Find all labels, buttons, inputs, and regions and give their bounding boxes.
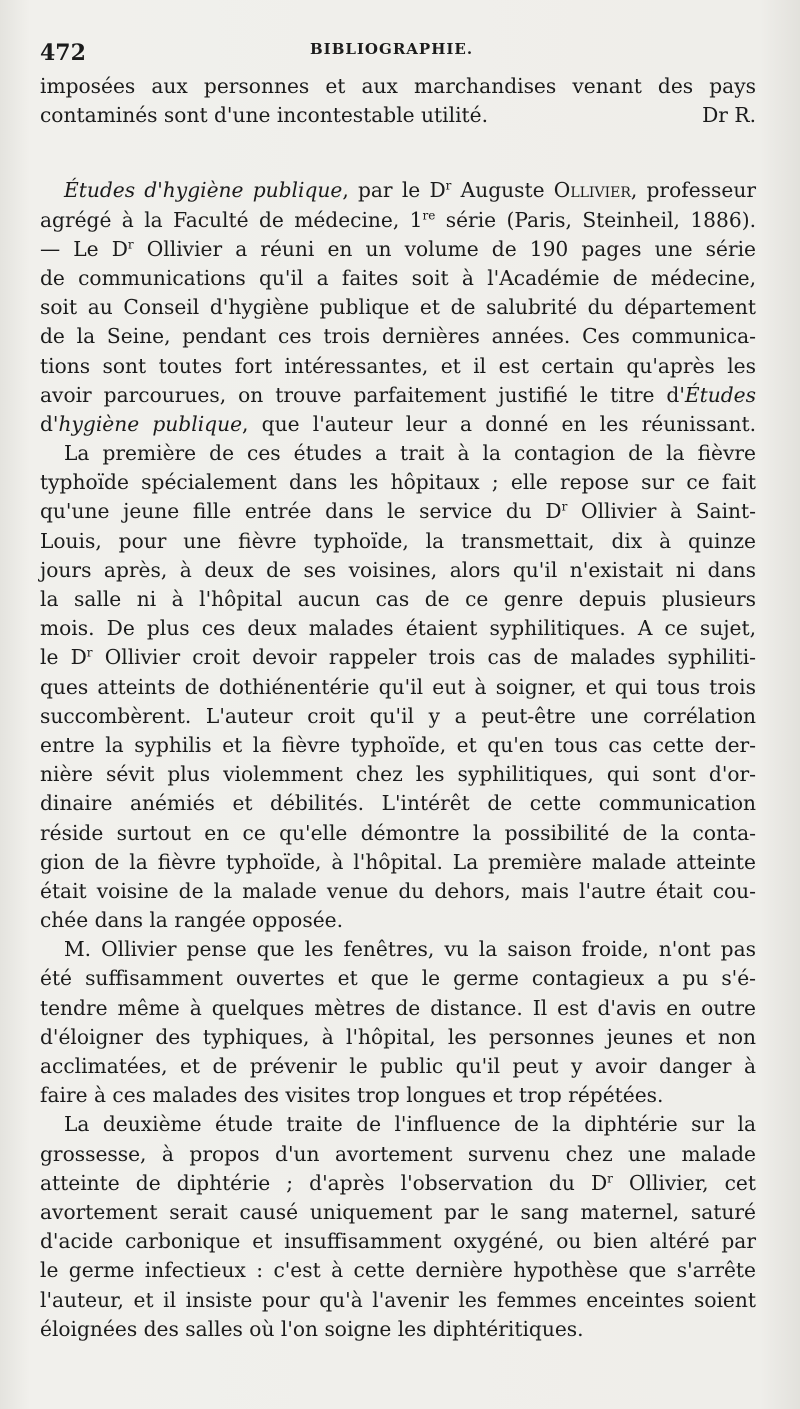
text-line: d'hygiène publique, que l'auteur leur a donné en les réunissant. <box>40 411 756 436</box>
text-line: le germe infectieux : c'est à cette dernière hypothèse que s'arrête <box>40 1258 756 1283</box>
book-title: Études d'hygiène publique <box>64 178 343 203</box>
text-line-signed <box>40 101 756 130</box>
text-line: l'auteur, et il insiste pour qu'à l'avenir les femmes enceintes soient <box>40 1287 756 1312</box>
text-line: gion de la fièvre typhoïde, à l'hôpital. La première malade atteinte <box>40 849 756 874</box>
text-line: dinaire anémiés et débilités. L'intérêt de cette communication <box>40 791 756 816</box>
text-line: chée dans la rangée opposée. <box>40 908 344 933</box>
text-line: atteinte de diphtérie ; d'après l'observation du $D^r$ Ollivier, cet <box>40 1170 756 1195</box>
text-line: avortement serait causé uniquement par le sang maternel, saturé <box>40 1199 756 1224</box>
text-line: mois. De plus ces deux malades étaient syphilitiques. A ce sujet, <box>40 616 756 641</box>
text-line: typhoïde spécialement dans les hôpitaux ; elle repose sur ce fait <box>40 470 756 495</box>
text-line: tions sont toutes fort intéressantes, et il est certain qu'après les <box>40 353 756 378</box>
text-line: réside surtout en ce qu'elle démontre la possibilité de la conta- <box>40 820 756 845</box>
text-line: entre la syphilis et la fièvre typhoïde, et qu'en tous cas cette der- <box>40 732 756 757</box>
text-line: contaminés sont d'une incontestable utilité. <box>40 103 489 128</box>
text-line: acclimatées, et de prévenir le public qu'il peut y avoir danger à <box>40 1054 756 1078</box>
text-line: jours après, à deux de ses voisines, alors qu'il n'existait ni dans <box>40 557 756 582</box>
text-line: M. Ollivier pense que les fenêtres, vu la saison froide, n'ont pas <box>64 937 756 962</box>
text-line: la salle ni à l'hôpital aucun cas de ce genre depuis plusieurs <box>40 587 756 611</box>
text-line: — Le $D^r$ Ollivier a réuni en un volume de 190 pages une série <box>40 236 757 261</box>
text-line: d'éloigner des typhiques, à l'hôpital, les personnes jeunes et non <box>40 1024 756 1049</box>
text-line: agrégé à la Faculté de médecine, 1re série (Paris, Steinheil, 1886). <box>40 207 756 232</box>
text-line: été suffisamment ouvertes et que le germe contagieux a pu s'é- <box>40 966 756 991</box>
author-signature: Dr R. <box>702 103 756 128</box>
text-line: qu'une jeune fille entrée dans le service du $D^r$ Ollivier à Saint- <box>40 499 756 524</box>
text-line: nière sévit plus violemment chez les syphilitiques, qui sont d'or- <box>40 762 756 787</box>
text-line: faire à ces malades des visites trop longues et trop répétées. <box>40 1083 664 1108</box>
author-name: Ollivier <box>553 178 631 203</box>
text-line: succombèrent. L'auteur croit qu'il y a peut-être une corrélation <box>40 703 756 728</box>
text-line: La première de ces études a trait à la contagion de la fièvre <box>64 441 756 466</box>
page-number: 472 <box>40 40 86 66</box>
section-title: BIBLIOGRAPHIE. <box>310 40 474 58</box>
text-line: grossesse, à propos d'un avortement survenu chez une malade <box>40 1141 756 1166</box>
running-head <box>40 36 756 66</box>
text-line: était voisine de la malade venue du dehors, mais l'autre était cou- <box>40 878 756 903</box>
paragraph-gap <box>40 130 756 176</box>
text-line: de la Seine, pendant ces trois dernières années. Ces communica- <box>40 324 756 349</box>
text-line: éloignées des salles où l'on soigne les diphtéritiques. <box>40 1316 584 1341</box>
text-line: de communications qu'il a faites soit à l'Académie de médecine, <box>40 265 756 290</box>
text-line: ques atteints de dothiénentérie qu'il eut à soigner, et qui tous trois <box>40 674 756 699</box>
text-line: d'acide carbonique et insuffisamment oxygéné, ou bien altéré par <box>40 1229 756 1254</box>
text-line: avoir parcourues, on trouve parfaitement justifié le titre d'Études <box>40 382 756 407</box>
text-line: Louis, pour une fièvre typhoïde, la transmettait, dix à quinze <box>40 528 756 553</box>
review-heading-line: Études d'hygiène publique, par le $D^r$ Auguste Ollivier, professeur <box>64 178 756 203</box>
text-line: soit au Conseil d'hygiène publique et de salubrité du département <box>40 295 756 320</box>
body-text <box>40 72 756 1344</box>
text-line: tendre même à quelques mètres de distance. Il est d'avis en outre <box>40 995 756 1020</box>
text-line: imposées aux personnes et aux marchandises venant des pays <box>40 74 756 98</box>
text-line: La deuxième étude traite de l'influence de la diphtérie sur la <box>64 1112 756 1137</box>
text-line: le $D^r$ Ollivier croit devoir rappeler trois cas de malades syphiliti- <box>40 645 756 670</box>
